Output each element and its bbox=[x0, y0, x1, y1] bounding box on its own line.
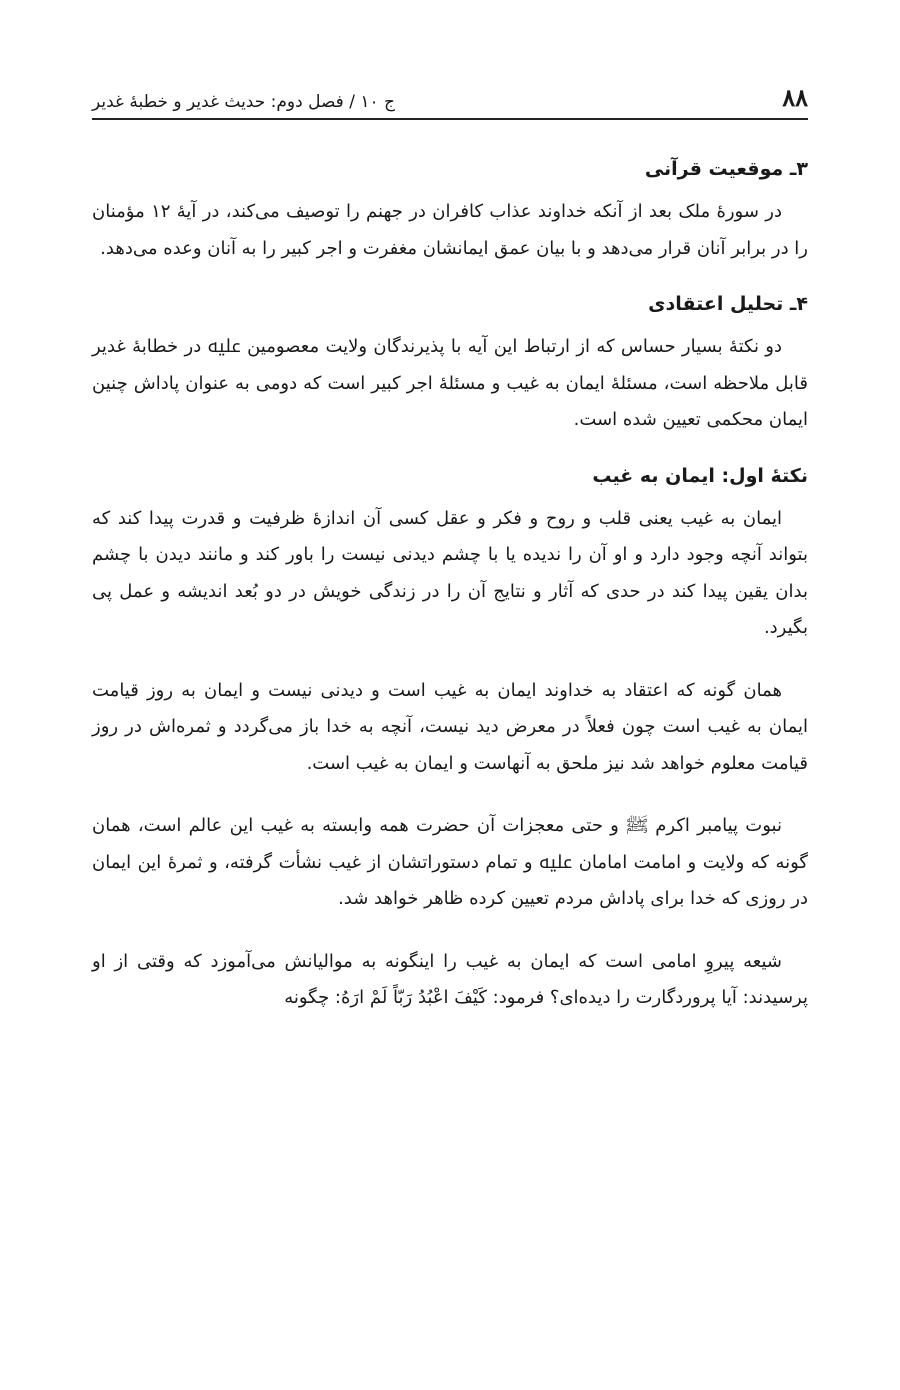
page-number: ۸۸ bbox=[782, 83, 808, 112]
paragraph: نبوت پیامبر اکرم ﷺ و حتی معجزات آن حضرت همه وابسته به غیب این عالم است، همان گونه که ولایت و امامت امامان ﷷ و تمام دستوراتشان از غیب نشأت گرفته، و ثمرهٔ این ایمان در روزی که خدا برای پاداش مردم تعیین کرده ظاهر خواهد شد. bbox=[92, 815, 808, 909]
paragraph: همان گونه که اعتقاد به خداوند ایمان به غیب است و دیدنی نیست و ایمان به روز قیامت ایمان به غیب است چون فعلاً در معرض دید نیست، آنچه به خدا باز می‌گردد و ثمره‌اش در روز قیامت معلوم خواهد شد نیز ملحق به آنهاست و ایمان به غیب است. bbox=[92, 679, 808, 774]
paragraph: شیعه پیروِ امامی است که ایمان به غیب را اینگونه به موالیانش می‌آموزد که وقتی از او پرسیدند: آیا پروردگارت را دیده‌ای؟ فرمود: كَيْفَ اعْبُدُ رَبّاً لَمْ ارَهُ: چگونه bbox=[92, 950, 808, 1008]
running-header bbox=[92, 70, 808, 120]
section-heading: نکتهٔ اول: ایمان به غیب bbox=[592, 464, 808, 487]
section-quranic-position bbox=[92, 154, 808, 267]
section-heading: ۳ـ موقعیت قرآنی bbox=[644, 158, 808, 180]
paragraph: دو نکتهٔ بسیار حساس که از ارتباط این آیه با پذیرندگان ولایت معصومین ﷷ در خطابهٔ غدیر قابل ملاحظه است، مسئلهٔ ایمان به غیب و مسئلهٔ اجر کبیر است که دومی به عنوان پاداش چنین ایمان محکمی تعیین شده است. bbox=[92, 336, 808, 430]
running-title: ج ۱۰ / فصل دوم: حدیث غدیر و خطبهٔ غدیر bbox=[92, 92, 396, 112]
book-page bbox=[92, 70, 808, 1039]
section-heading: ۴ـ تحلیل اعتقادی bbox=[648, 293, 808, 315]
paragraph: ایمان به غیب یعنی قلب و روح و فکر و عقل کسی آن اندازهٔ ظرفیت و قدرت پیدا کند که بتواند آنچه وجود دارد و او آن را ندیده یا با چشم دیدنی نیست را باور کند و مانند دیدن با چشم بدان یقین پیدا کند در حدی که آثار و نتایج آن را در زندگی خویش در دو بُعد اندیشه و عمل پی بگیرد. bbox=[92, 507, 808, 638]
section-doctrinal-analysis bbox=[92, 289, 808, 439]
paragraph: در سورهٔ ملک بعد از آنکه خداوند عذاب کافران در جهنم را توصیف می‌کند، در آیهٔ ۱۲ مؤمنان را در برابر آنان قرار می‌دهد و با بیان عمق ایمانشان مغفرت و اجر کبیر را به آنان وعده می‌دهد. bbox=[92, 201, 808, 259]
section-first-point bbox=[92, 461, 808, 1017]
